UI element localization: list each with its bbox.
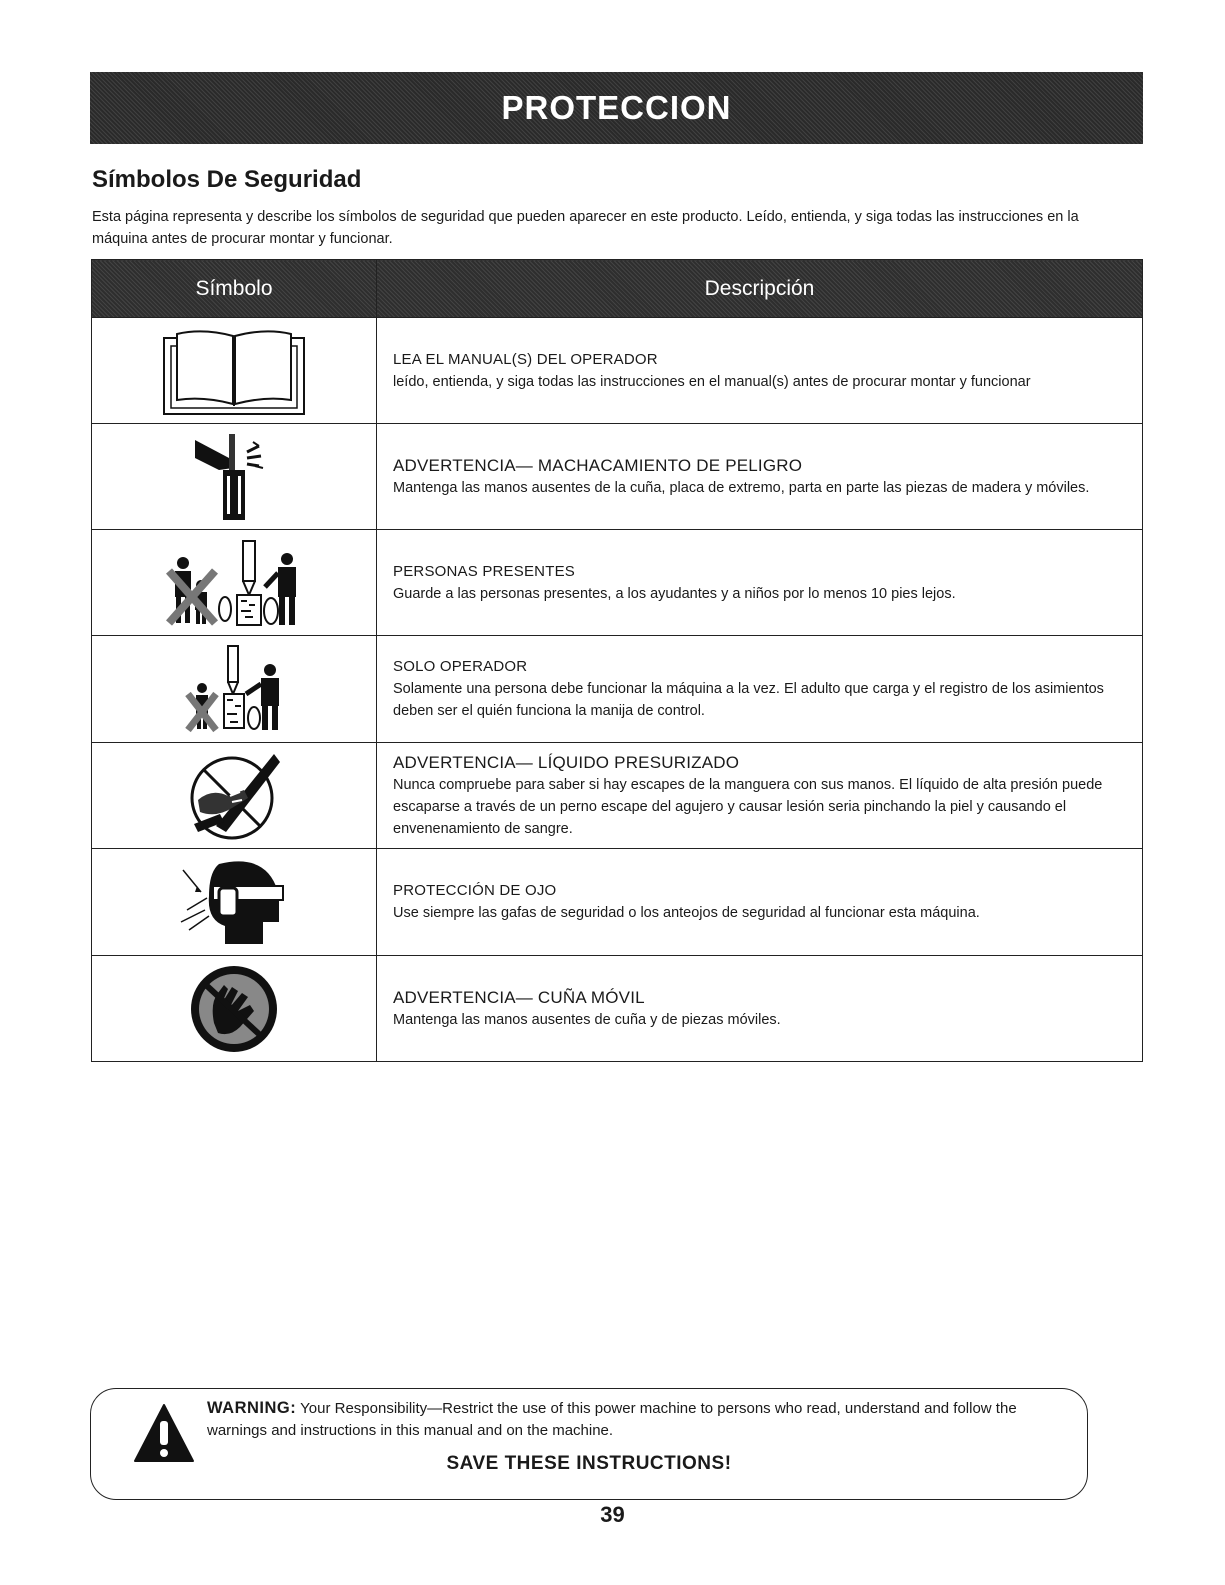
- table-row: [92, 530, 1143, 636]
- bystanders-icon: [161, 537, 307, 629]
- row-title: SOLO OPERADOR: [393, 658, 528, 675]
- table-row: [92, 318, 1143, 424]
- read-manual-icon: [163, 326, 305, 416]
- table-row: [92, 956, 1143, 1062]
- row-title: ADVERTENCIA— LÍQUIDO PRESURIZADO: [393, 752, 740, 772]
- moving-wedge-icon: [188, 963, 280, 1055]
- single-operator-icon: [184, 644, 284, 734]
- safety-symbols-table: [91, 259, 1143, 1062]
- page-banner: [90, 72, 1143, 144]
- row-title: ADVERTENCIA— CUÑA MÓVIL: [393, 987, 645, 1007]
- row-title: PERSONAS PRESENTES: [393, 562, 575, 580]
- row-text: leído, entienda, y siga todas las instrucciones en el manual(s) antes de procurar montar y funcionar: [393, 373, 1031, 390]
- table-row: [92, 849, 1143, 956]
- save-instructions: SAVE THESE INSTRUCTIONS!: [446, 1453, 732, 1474]
- table-row: [92, 743, 1143, 849]
- table-row: [92, 424, 1143, 530]
- section-intro: Esta página representa y describe los símbolos de seguridad que pueden aparecer en este producto. Leído, entienda, y siga todas las instrucciones en la máquina antes de procurar montar y funcionar.: [92, 209, 1079, 247]
- warning-box: [90, 1388, 1088, 1500]
- row-text: Mantenga las manos ausentes de cuña y de piezas móviles.: [393, 1011, 781, 1028]
- row-text: Guarde a las personas presentes, a los ayudantes y a niños por lo menos 10 pies lejos.: [393, 585, 956, 602]
- row-text: Nunca compruebe para saber si hay escapes de la manguera con sus manos. El líquido de alta presión puede escaparse a través de un perno escape del agujero y causar lesión seria pinchando la piel y causando el envenenamiento de sangre.: [393, 776, 1103, 837]
- header-description: Descripción: [377, 260, 1143, 318]
- warning-label: WARNING:: [207, 1399, 297, 1417]
- row-text: Solamente una persona debe funcionar la máquina a la vez. El adulto que carga y el registro de los asimientos deben ser el quién funciona la manija de control.: [393, 681, 1104, 719]
- row-title: PROTECCIÓN DE OJO: [393, 882, 557, 899]
- row-text: Use siempre las gafas de seguridad o los anteojos de seguridad al funcionar esta máquina.: [393, 905, 980, 921]
- section-title: Símbolos De Seguridad: [92, 166, 362, 193]
- table-header-row: [92, 260, 1143, 318]
- row-title: ADVERTENCIA— MACHACAMIENTO DE PELIGRO: [393, 455, 803, 475]
- pressurized-fluid-icon: [186, 748, 282, 844]
- warning-text: Your Responsibility—Restrict the use of this power machine to persons who read, understand and follow the warnings and instructions in this manual and on the machine.: [207, 1400, 1017, 1439]
- eye-protection-icon: [179, 856, 289, 948]
- table-row: [92, 636, 1143, 743]
- page-number: 39: [600, 1502, 625, 1527]
- row-text: Mantenga las manos ausentes de la cuña, placa de extremo, parta en parte las piezas de madera y móviles.: [393, 479, 1090, 496]
- crush-hazard-icon: [189, 432, 279, 522]
- banner-title: PROTECCION: [501, 89, 732, 126]
- header-symbol: Símbolo: [92, 260, 377, 318]
- row-title: LEA EL MANUAL(S) DEL OPERADOR: [393, 350, 658, 368]
